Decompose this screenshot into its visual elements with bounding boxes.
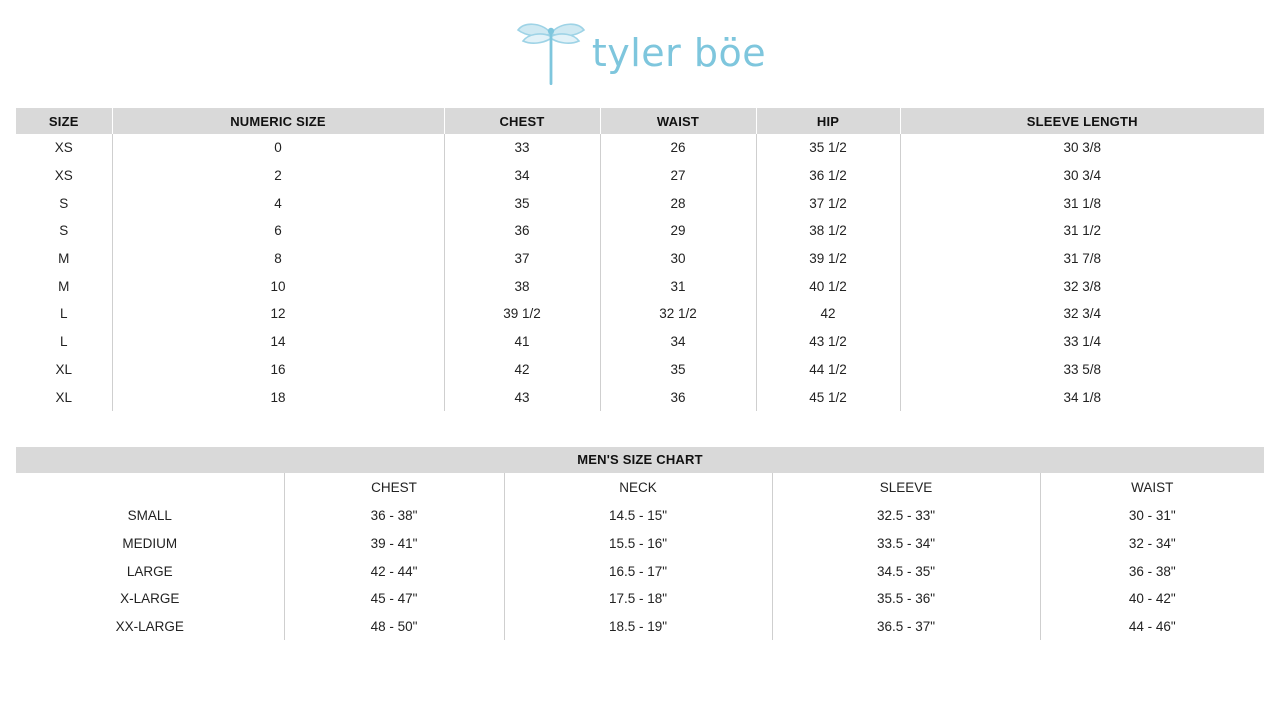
- table-row: [16, 613, 1264, 641]
- cell-waist: 35: [600, 356, 756, 384]
- mens-size-chart: [16, 447, 1264, 640]
- cell-sleeve: 32.5 - 33": [772, 502, 1040, 530]
- cell-size: L: [16, 300, 112, 328]
- cell-sleeve-length: 32 3/4: [1063, 306, 1102, 322]
- cell-numeric-size: 12: [112, 300, 444, 328]
- cell-size: XS: [16, 162, 112, 190]
- brand-name: tyler böe: [591, 31, 767, 75]
- cell-chest: 43: [444, 383, 600, 411]
- cell-hip: 35 1/2: [756, 134, 900, 162]
- cell-hip: 37 1/2: [756, 189, 900, 217]
- cell-sleeve: 36.5 - 37": [772, 613, 1040, 641]
- cell-chest: 41: [444, 328, 600, 356]
- cell-chest: 36: [444, 217, 600, 245]
- cell-sleeve-length: 31 1/2: [1063, 223, 1102, 239]
- cell-chest: 42 - 44": [284, 557, 504, 585]
- cell-size: XS: [16, 134, 112, 162]
- cell-size: XL: [16, 356, 112, 384]
- table-row: [16, 272, 1264, 300]
- cell-waist: 32 1/2: [600, 300, 756, 328]
- cell-hip: 40 1/2: [756, 272, 900, 300]
- cell-chest: 42: [444, 356, 600, 384]
- cell-waist: 30 - 31": [1128, 508, 1176, 524]
- cell-chest: 39 - 41": [284, 530, 504, 558]
- cell-hip: 39 1/2: [756, 245, 900, 273]
- cell-numeric-size: 14: [112, 328, 444, 356]
- cell-numeric-size: 2: [112, 162, 444, 190]
- cell-hip: 43 1/2: [756, 328, 900, 356]
- column-header-blank: [16, 473, 284, 502]
- table-row: [16, 585, 1264, 613]
- table-row: [16, 162, 1264, 190]
- dragonfly-icon: [514, 18, 588, 90]
- column-header-chest: CHEST: [284, 473, 504, 502]
- cell-chest: 38: [444, 272, 600, 300]
- table-row: [16, 189, 1264, 217]
- cell-neck: 15.5 - 16": [504, 530, 772, 558]
- cell-chest: 37: [444, 245, 600, 273]
- cell-numeric-size: 10: [112, 272, 444, 300]
- cell-waist: 29: [600, 217, 756, 245]
- table-row: [16, 530, 1264, 558]
- cell-waist: 31: [600, 272, 756, 300]
- cell-waist: 40 - 42": [1128, 591, 1176, 607]
- cell-hip: 45 1/2: [756, 383, 900, 411]
- column-header-neck: NECK: [504, 473, 772, 502]
- cell-neck: 14.5 - 15": [504, 502, 772, 530]
- cell-sleeve-length: 34 1/8: [1063, 389, 1102, 405]
- cell-numeric-size: 16: [112, 356, 444, 384]
- cell-size: S: [16, 189, 112, 217]
- table-row: [16, 557, 1264, 585]
- cell-waist: 44 - 46": [1128, 618, 1176, 634]
- cell-size-label: X-LARGE: [16, 585, 284, 613]
- logo[interactable]: [514, 18, 766, 90]
- cell-sleeve-length: 33 5/8: [1063, 361, 1102, 377]
- cell-chest: 48 - 50": [284, 613, 504, 641]
- table-row: [16, 328, 1264, 356]
- womens-header-row: [16, 108, 1264, 134]
- cell-neck: 18.5 - 19": [504, 613, 772, 641]
- cell-waist: 28: [600, 189, 756, 217]
- cell-size-label: XX-LARGE: [16, 613, 284, 641]
- cell-sleeve-length: 31 7/8: [1063, 251, 1102, 267]
- cell-hip: 36 1/2: [756, 162, 900, 190]
- cell-hip: 38 1/2: [756, 217, 900, 245]
- cell-numeric-size: 8: [112, 245, 444, 273]
- cell-numeric-size: 6: [112, 217, 444, 245]
- cell-waist: 32 - 34": [1128, 535, 1176, 551]
- cell-chest: 35: [444, 189, 600, 217]
- cell-sleeve: 34.5 - 35": [772, 557, 1040, 585]
- cell-waist: 30: [600, 245, 756, 273]
- cell-size: M: [16, 245, 112, 273]
- cell-size: L: [16, 328, 112, 356]
- cell-numeric-size: 4: [112, 189, 444, 217]
- womens-size-chart-block: [16, 108, 1264, 411]
- cell-size: S: [16, 217, 112, 245]
- cell-sleeve-length: 30 3/8: [1063, 140, 1102, 156]
- cell-neck: 17.5 - 18": [504, 585, 772, 613]
- cell-waist: 34: [600, 328, 756, 356]
- cell-size: M: [16, 272, 112, 300]
- column-header-waist: WAIST: [1131, 479, 1174, 495]
- cell-size-label: LARGE: [16, 557, 284, 585]
- column-header-sleeve: SLEEVE: [772, 473, 1040, 502]
- cell-chest: 34: [444, 162, 600, 190]
- cell-hip: 42: [756, 300, 900, 328]
- column-header-chest: CHEST: [444, 108, 600, 134]
- table-row: [16, 245, 1264, 273]
- column-header-size: SIZE: [16, 108, 112, 134]
- cell-hip: 44 1/2: [756, 356, 900, 384]
- table-row: [16, 300, 1264, 328]
- table-row: [16, 383, 1264, 411]
- cell-waist: 26: [600, 134, 756, 162]
- mens-chart-title: MEN'S SIZE CHART: [16, 447, 1264, 473]
- column-header-waist: WAIST: [600, 108, 756, 134]
- cell-sleeve-length: 33 1/4: [1063, 334, 1102, 350]
- brand-header: [0, 0, 1280, 108]
- table-row: [16, 134, 1264, 162]
- cell-waist: 36: [600, 383, 756, 411]
- cell-sleeve-length: 31 1/8: [1063, 195, 1102, 211]
- cell-waist: 36 - 38": [1128, 563, 1176, 579]
- cell-sleeve-length: 30 3/4: [1063, 168, 1102, 184]
- table-row: [16, 217, 1264, 245]
- table-row: [16, 356, 1264, 384]
- cell-sleeve-length: 32 3/8: [1063, 278, 1102, 294]
- cell-sleeve: 33.5 - 34": [772, 530, 1040, 558]
- cell-chest: 33: [444, 134, 600, 162]
- cell-size-label: SMALL: [16, 502, 284, 530]
- womens-size-chart: [16, 108, 1264, 411]
- cell-chest: 45 - 47": [284, 585, 504, 613]
- mens-header-row: [16, 473, 1264, 502]
- cell-sleeve: 35.5 - 36": [772, 585, 1040, 613]
- mens-size-chart-block: [16, 447, 1264, 640]
- cell-numeric-size: 18: [112, 383, 444, 411]
- table-row: [16, 502, 1264, 530]
- cell-numeric-size: 0: [112, 134, 444, 162]
- cell-chest: 39 1/2: [444, 300, 600, 328]
- mens-chart-title-row: [16, 447, 1264, 473]
- cell-neck: 16.5 - 17": [504, 557, 772, 585]
- column-header-hip: HIP: [756, 108, 900, 134]
- cell-size: XL: [16, 383, 112, 411]
- column-header-sleeve-length: SLEEVE LENGTH: [900, 108, 1264, 134]
- cell-chest: 36 - 38": [284, 502, 504, 530]
- cell-size-label: MEDIUM: [16, 530, 284, 558]
- cell-waist: 27: [600, 162, 756, 190]
- column-header-numeric-size: NUMERIC SIZE: [112, 108, 444, 134]
